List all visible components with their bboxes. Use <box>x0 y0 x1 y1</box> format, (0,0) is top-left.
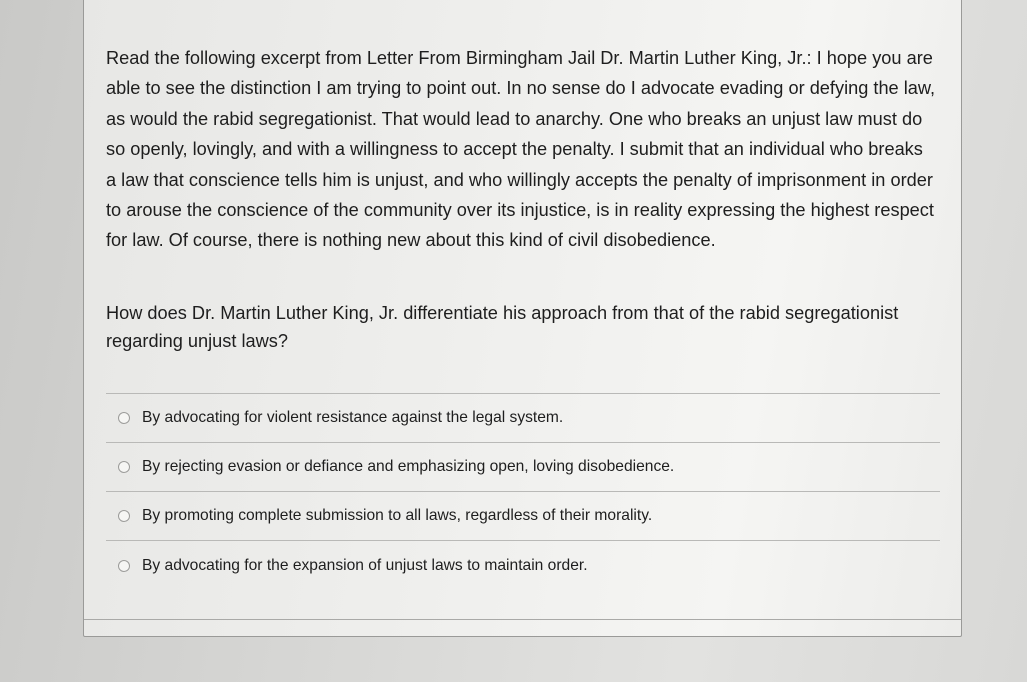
card-divider <box>84 619 961 620</box>
answer-option-c[interactable] <box>106 492 940 541</box>
answer-option-label: By advocating for the expansion of unjust laws to maintain order. <box>142 556 588 574</box>
excerpt-text: Read the following excerpt from Letter From Birmingham Jail Dr. Martin Luther King, Jr.: I hope you are able to see the distinction I am trying to point out. In no sense do I advocate evading or defying the law, as would the rabid segregationist. That would lead to anarchy. One who breaks an unjust law must do so openly, lovingly, and with a willingness to accept the penalty. I submit that an individual who breaks a law that conscience tells him is unjust, and who willingly accepts the penalty of imprisonment in order to arouse the conscience of the community over its injustice, is in reality expressing the highest respect for law. Of course, there is nothing new about this kind of civil disobedience. <box>106 48 936 251</box>
answer-option-a[interactable] <box>106 394 940 443</box>
radio-button-icon[interactable] <box>118 461 130 473</box>
answer-option-label: By rejecting evasion or defiance and emphasizing open, loving disobedience. <box>142 458 675 475</box>
question-card <box>83 0 962 637</box>
answer-option-label: By advocating for violent resistance against the legal system. <box>142 409 564 426</box>
answer-option-d[interactable] <box>106 541 940 590</box>
answer-option-label: By promoting complete submission to all laws, regardless of their morality. <box>142 507 653 524</box>
radio-button-icon[interactable] <box>118 560 130 572</box>
question-text: How does Dr. Martin Luther King, Jr. differentiate his approach from that of the rabid segregationist regarding unjust laws? <box>106 303 899 351</box>
answer-options <box>106 393 940 590</box>
radio-button-icon[interactable] <box>118 412 130 424</box>
radio-button-icon[interactable] <box>118 510 130 522</box>
answer-option-b[interactable] <box>106 443 940 492</box>
